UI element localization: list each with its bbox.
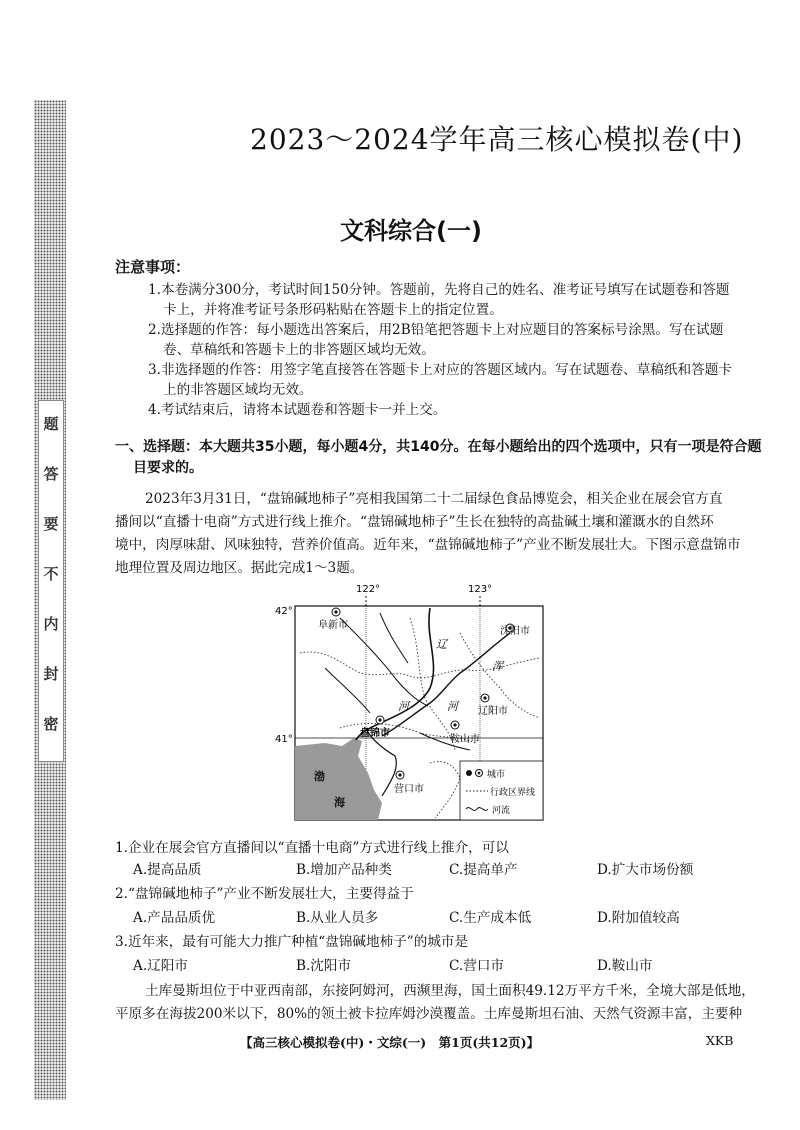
section-heading-cont: 目要求的。 xyxy=(133,460,203,476)
city-label: 辽阳市 xyxy=(478,706,508,717)
q3-option-d[interactable]: D.鞍山市 xyxy=(597,958,653,974)
page-title: 2023～2024学年高三核心模拟卷(中) xyxy=(250,123,744,156)
notice-line: 1.本卷满分300分，考试时间150分钟。答题前，先将自己的姓名、准考证号填写在试题卷和答题 xyxy=(148,282,730,298)
notice-line: 2.选择题的作答：每小题选出答案后，用2B铅笔把答题卡上对应题目的答案标号涂黑。写在试题 xyxy=(148,322,724,338)
river-label: 浑 xyxy=(492,660,503,673)
strip-char: 内 xyxy=(43,615,59,633)
legend-label: 城市 xyxy=(487,770,506,780)
q2-option-d[interactable]: D.附加值较高 xyxy=(597,910,680,926)
city-label: 鞍山市 xyxy=(450,734,480,745)
passage2-line: 土库曼斯坦位于中亚西南部，东接阿姆河，西濒里海，国土面积49.12万平方千米，全境大部是低地， xyxy=(145,983,755,999)
q3-option-c[interactable]: C.营口市 xyxy=(449,958,505,974)
lat-label: 41° xyxy=(275,734,293,745)
question-3-stem: 3.近年来，最有可能大力推广种植“盘锦碱地柿子”的城市是 xyxy=(115,934,469,950)
notice-line: 上的非答题区域均无效。 xyxy=(163,382,313,398)
notice-line: 3.非选择题的作答：用签字笔直接答在答题卡上对应的答题区域内。写在试题卷、草稿纸和答题卡 xyxy=(148,362,732,378)
q1-option-c[interactable]: C.提高单产 xyxy=(449,862,518,878)
river-label: 辽 xyxy=(436,638,447,651)
strip-char: 题 xyxy=(43,415,59,433)
city-label: 营口市 xyxy=(394,784,424,795)
question-1-stem: 1.企业在展会官方直播间以“直播十电商”方式进行线上推介，可以 xyxy=(115,840,509,856)
lon-label: 122° xyxy=(356,584,381,595)
city-label: 沈阳市 xyxy=(500,626,530,637)
city-shenyang xyxy=(500,624,530,637)
legend-label: 河流 xyxy=(492,806,511,816)
passage-line: 播间以“直播十电商”方式进行线上推介。“盘锦碱地柿子”生长在独特的高盐碱土壤和灌溉水的自然环 xyxy=(115,514,714,530)
footer-code: XKB xyxy=(706,1033,734,1048)
q1-option-b[interactable]: B.增加产品种类 xyxy=(296,862,392,878)
q1-option-d[interactable]: D.扩大市场份额 xyxy=(597,862,694,878)
strip-char: 要 xyxy=(43,515,59,533)
city-label: 阜新市 xyxy=(318,620,348,631)
q2-option-b[interactable]: B.从业人员多 xyxy=(296,910,379,926)
notice-title: 注意事项： xyxy=(115,258,191,276)
lon-label: 123° xyxy=(468,584,493,595)
q2-option-c[interactable]: C.生产成本低 xyxy=(449,910,532,926)
page-subtitle: 文科综合(一) xyxy=(340,217,482,245)
q3-option-b[interactable]: B.沈阳市 xyxy=(296,958,352,974)
panjin-map xyxy=(270,578,550,828)
binding-strip-label xyxy=(38,400,64,762)
river-label: 河 xyxy=(447,700,458,713)
city-label: 盘锦市 xyxy=(360,728,390,739)
lat-label: 42° xyxy=(275,606,293,617)
notice-line: 卡上，并将准考证号条形码粘贴在答题卡上的指定位置。 xyxy=(163,302,503,318)
notice-line: 卷、草稿纸和答题卡上的非答题区域均无效。 xyxy=(163,342,435,358)
passage-line: 境中，肉厚味甜、风味独特，营养价值高。近年来，“盘锦碱地柿子”产业不断发展壮大。下图示意盘锦市 xyxy=(115,537,741,553)
page-footer: 【高三核心模拟卷(中)・文综(一) 第1页(共12页)】 xyxy=(240,1035,540,1050)
section-heading: 一、选择题：本大题共35小题，每小题4分，共140分。在每小题给出的四个选项中，只有一项是符合题 xyxy=(115,439,762,455)
question-2-stem: 2.“盘锦碱地柿子”产业不断发展壮大，主要得益于 xyxy=(115,886,414,902)
q3-option-a[interactable]: A.辽阳市 xyxy=(133,958,188,974)
strip-char: 答 xyxy=(43,465,59,483)
strip-char: 封 xyxy=(43,665,59,683)
sea-label: 海 xyxy=(334,796,345,809)
q2-option-a[interactable]: A.产品品质优 xyxy=(133,910,216,926)
passage2-line: 平原多在海拔200米以下，80%的领土被卡拉库姆沙漠覆盖。土库曼斯坦石油、天然气资源丰富，主要种 xyxy=(115,1006,743,1022)
passage-line: 地理位置及周边地区。据此完成1～3题。 xyxy=(115,560,364,576)
q1-option-a[interactable]: A.提高品质 xyxy=(133,862,202,878)
sea-label: 渤 xyxy=(314,770,325,783)
passage-line: 2023年3月31日，“盘锦碱地柿子”亮相我国第二十二届绿色食品博览会，相关企业在展会官方直 xyxy=(145,491,723,507)
legend-label: 行政区界线 xyxy=(490,788,536,798)
strip-char: 不 xyxy=(43,565,59,583)
map-legend xyxy=(460,761,543,820)
river-label: 河 xyxy=(398,700,409,713)
strip-char: 密 xyxy=(43,715,59,733)
notice-line: 4.考试结束后，请将本试题卷和答题卡一并上交。 xyxy=(148,402,447,418)
